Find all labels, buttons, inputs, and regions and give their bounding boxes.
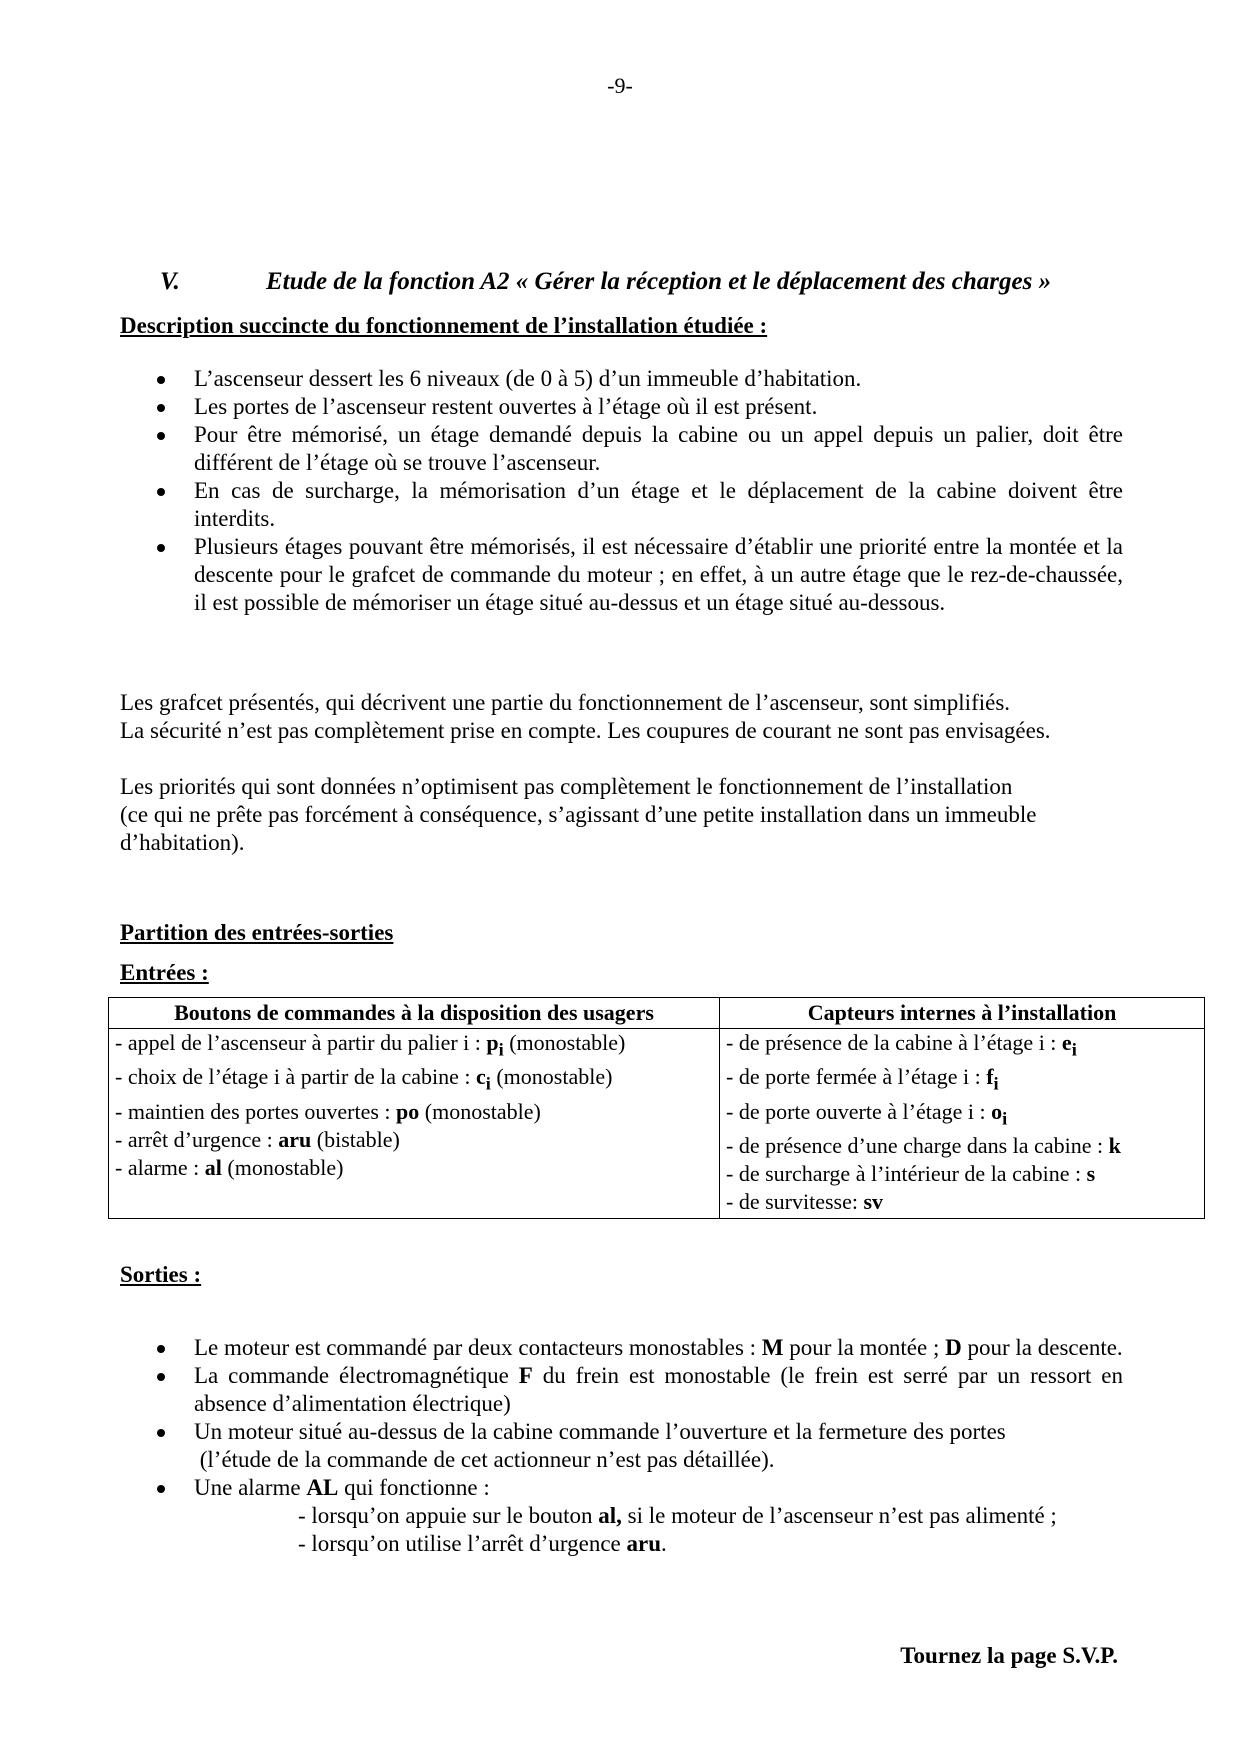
input-type: (monostable) bbox=[221, 1154, 344, 1180]
section-number: V. bbox=[160, 268, 180, 295]
input-item bbox=[115, 1098, 713, 1126]
input-item bbox=[115, 1063, 713, 1097]
sensor-item bbox=[726, 1098, 1198, 1132]
input-variable: c bbox=[476, 1064, 486, 1090]
sensor-index: i bbox=[993, 1073, 999, 1094]
sensor-label: - de présence d’une charge dans la cabine : bbox=[726, 1133, 1109, 1159]
sorties-title: Sorties : bbox=[120, 1262, 202, 1287]
input-index: i bbox=[485, 1073, 491, 1094]
text: (l’étude de la commande de cet actionneur n’est pas détaillée). bbox=[194, 1447, 775, 1472]
user-buttons-cell bbox=[109, 1029, 720, 1219]
internal-sensors-cell bbox=[720, 1029, 1205, 1219]
sensor-variable: e bbox=[1061, 1030, 1072, 1055]
sensor-variable: f bbox=[986, 1064, 994, 1090]
input-item bbox=[115, 1029, 713, 1063]
sensor-variable: sv bbox=[863, 1189, 884, 1215]
sensor-label: - de survitesse: bbox=[726, 1189, 864, 1215]
sensor-label: - de présence de la cabine à l’étage i : bbox=[726, 1030, 1062, 1055]
footer-turn-page: Tournez la page S.V.P. bbox=[900, 1643, 1118, 1668]
input-variable: al bbox=[204, 1154, 222, 1180]
section-heading bbox=[160, 268, 1140, 296]
page-number: -9- bbox=[607, 73, 633, 98]
input-variable: po bbox=[396, 1098, 420, 1124]
paragraph-grafcet: Les grafcet présentés, qui décrivent une partie du fonctionnement de l’ascenseur, sont simplifiés. bbox=[120, 690, 1011, 715]
outputs-list bbox=[120, 1334, 1123, 1558]
input-variable: p bbox=[486, 1030, 499, 1055]
paragraph-securite: La sécurité n’est pas complètement prise en compte. Les coupures de courant ne sont pas envisagées. bbox=[120, 718, 1051, 743]
list-item bbox=[120, 1362, 1123, 1418]
sensor-index: i bbox=[1002, 1108, 1008, 1129]
text: Une alarme bbox=[194, 1475, 307, 1500]
output-variable: F bbox=[518, 1363, 533, 1388]
list-item: Plusieurs étages pouvant être mémorisés, il est nécessaire d’établir une priorité entre la montée et la descente pour le grafcet de commande du moteur ; en effet, à un autre étage que le rez-de-chaussée, il est possible de mémoriser un étage situé au-dessus et un étage situé au-dessous. bbox=[120, 533, 1123, 617]
text: qui fonctionne : bbox=[338, 1475, 490, 1500]
text: du frein est monostable (le frein est serré par un ressort en absence d’alimentation électrique) bbox=[194, 1363, 1123, 1416]
text: - lorsqu’on appuie sur le bouton bbox=[298, 1503, 599, 1528]
table-header: Boutons de commandes à la disposition des usagers bbox=[109, 998, 720, 1029]
text: La commande électromagnétique bbox=[194, 1363, 519, 1388]
sensor-item bbox=[726, 1188, 1198, 1216]
sensor-index: i bbox=[1071, 1039, 1077, 1060]
list-item bbox=[120, 1334, 1123, 1362]
text: pour la descente. bbox=[961, 1335, 1123, 1360]
list-item: Les portes de l’ascenseur restent ouvertes à l’étage où il est présent. bbox=[120, 393, 1123, 421]
input-label: - maintien des portes ouvertes : bbox=[115, 1098, 397, 1124]
list-item bbox=[120, 1474, 1123, 1558]
input-type: (monostable) bbox=[503, 1030, 626, 1055]
entrees-title: Entrées : bbox=[120, 960, 209, 985]
inputs-table bbox=[108, 997, 1205, 1219]
partition-title: Partition des entrées-sorties bbox=[120, 920, 394, 945]
table-header: Capteurs internes à l’installation bbox=[720, 998, 1205, 1029]
text: Le moteur est commandé par deux contacteurs monostables : bbox=[194, 1335, 762, 1360]
text: Un moteur situé au-dessus de la cabine commande l’ouverture et la fermeture des portes bbox=[194, 1419, 1006, 1444]
input-label: - choix de l’étage i à partir de la cabine : bbox=[115, 1064, 476, 1090]
description-title: Description succincte du fonctionnement de l’installation étudiée : bbox=[120, 313, 768, 338]
input-label: - arrêt d’urgence : bbox=[115, 1126, 279, 1152]
output-variable: aru bbox=[626, 1531, 661, 1556]
input-index: i bbox=[498, 1039, 504, 1060]
sensor-variable: k bbox=[1108, 1133, 1121, 1159]
output-variable: D bbox=[945, 1335, 962, 1360]
description-list bbox=[120, 365, 1123, 617]
output-variable: AL bbox=[306, 1475, 339, 1500]
sensor-item bbox=[726, 1029, 1198, 1063]
list-item: En cas de surcharge, la mémorisation d’un étage et le déplacement de la cabine doivent être interdits. bbox=[120, 477, 1123, 533]
list-item: Pour être mémorisé, un étage demandé depuis la cabine ou un appel depuis un palier, doit être différent de l’étage où se trouve l’ascenseur. bbox=[120, 421, 1123, 477]
paragraph-priorites-cont: (ce qui ne prête pas forcément à conséquence, s’agissant d’une petite installation dans un immeuble d’habitation). bbox=[120, 802, 1037, 855]
sensor-label: - de porte ouverte à l’étage i : bbox=[726, 1098, 992, 1124]
list-item bbox=[120, 1418, 1123, 1474]
input-type: (monostable) bbox=[490, 1064, 613, 1090]
sensor-item bbox=[726, 1063, 1198, 1097]
sub-item bbox=[194, 1530, 1123, 1558]
input-variable: aru bbox=[278, 1126, 312, 1152]
sub-item bbox=[194, 1502, 1123, 1530]
sensor-item bbox=[726, 1160, 1198, 1188]
input-label: - alarme : bbox=[115, 1154, 205, 1180]
text: pour la montée ; bbox=[783, 1335, 946, 1360]
table-header-row bbox=[109, 998, 1205, 1029]
input-type: (monostable) bbox=[419, 1098, 541, 1124]
output-variable: al, bbox=[598, 1503, 622, 1528]
input-label: - appel de l’ascenseur à partir du palier i : bbox=[115, 1030, 487, 1055]
output-variable: M bbox=[761, 1335, 784, 1360]
input-type: (bistable) bbox=[311, 1126, 400, 1152]
sensor-variable: o bbox=[991, 1098, 1003, 1124]
text: si le moteur de l’ascenseur n’est pas alimenté ; bbox=[621, 1503, 1057, 1528]
sensor-item bbox=[726, 1132, 1198, 1160]
text: . bbox=[661, 1531, 667, 1556]
text: - lorsqu’on utilise l’arrêt d’urgence bbox=[298, 1531, 627, 1556]
table-row bbox=[109, 1029, 1205, 1219]
sensor-label: - de surcharge à l’intérieur de la cabine : bbox=[726, 1161, 1087, 1187]
sensor-label: - de porte fermée à l’étage i : bbox=[726, 1064, 987, 1090]
list-item: L’ascenseur dessert les 6 niveaux (de 0 à 5) d’un immeuble d’habitation. bbox=[120, 365, 1123, 393]
section-title: Etude de la fonction A2 « Gérer la réception et le déplacement des charges » bbox=[266, 268, 1052, 295]
input-item bbox=[115, 1126, 713, 1154]
sensor-variable: s bbox=[1086, 1161, 1096, 1187]
paragraph-priorites: Les priorités qui sont données n’optimisent pas complètement le fonctionnement de l’installation bbox=[120, 774, 1013, 799]
input-item bbox=[115, 1154, 713, 1182]
